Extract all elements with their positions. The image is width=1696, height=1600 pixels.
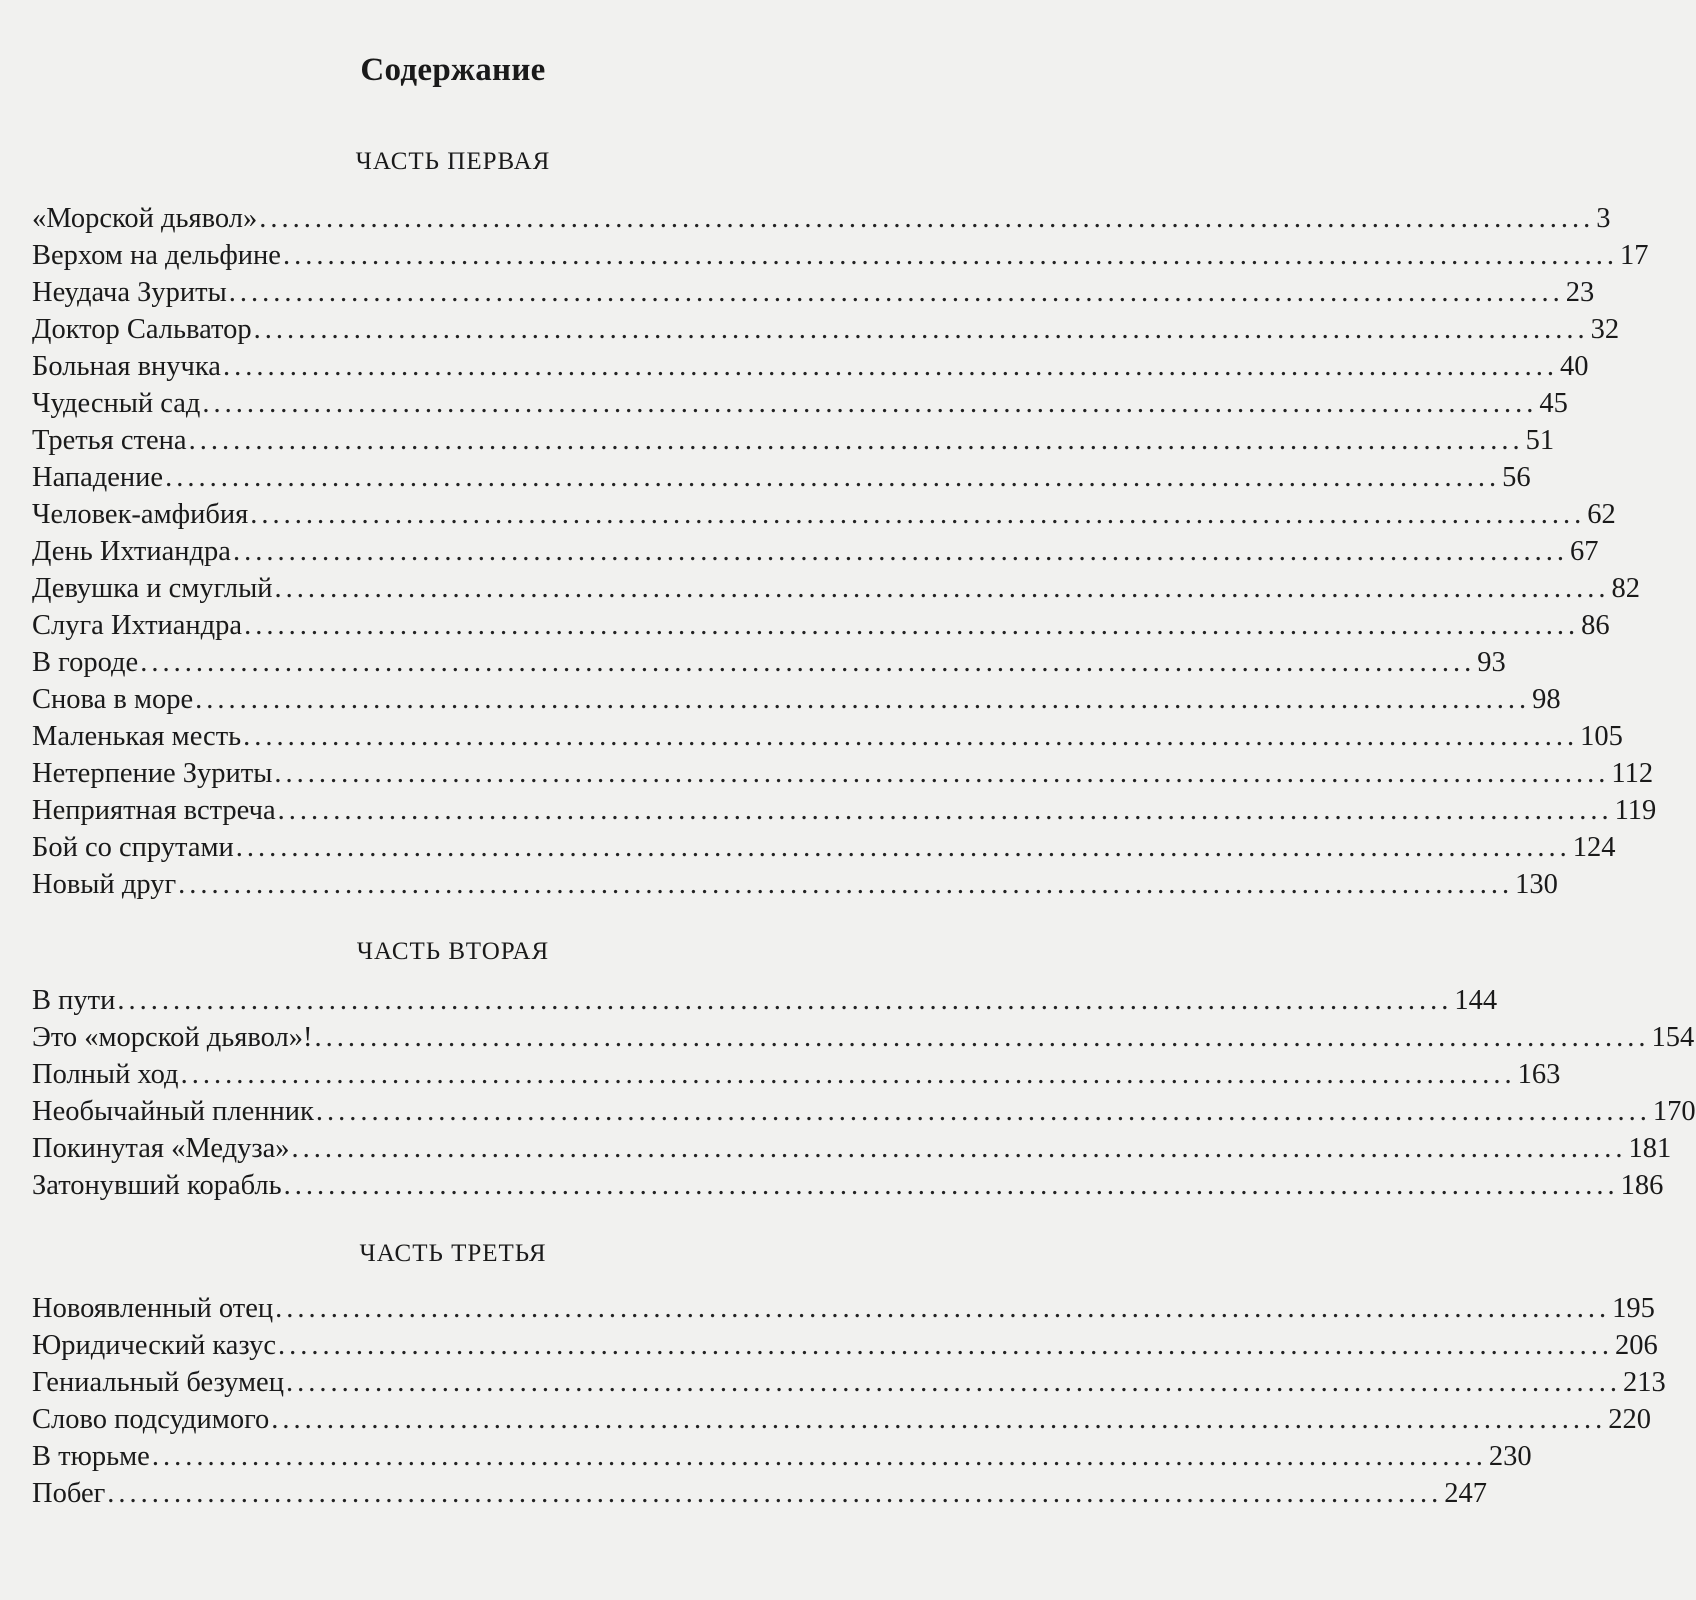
toc-entry [32,348,1589,385]
toc-entry [32,1327,1658,1364]
toc-entry-title: Доктор Сальватор [32,314,252,345]
part-heading-1: ЧАСТЬ ПЕРВАЯ [355,148,551,175]
toc-entry-title: Маленькая месть [32,721,242,752]
toc-entry [32,681,1561,718]
toc-list-part-2 [32,982,1696,1204]
dot-leader: ........................................................................................................................ [232,536,1568,567]
dot-leader: ........................................................................................................................ [243,721,1579,752]
toc-entry-page: 17 [1619,240,1649,271]
toc-entry-title: Снова в море [32,684,194,715]
toc-entry-title: Слуга Ихтиандра [32,610,243,641]
toc-entry-page: 195 [1612,1293,1655,1324]
dot-leader: ........................................................................................................................ [291,1133,1627,1164]
toc-entry-page: 220 [1608,1404,1652,1435]
dot-leader: ........................................................................................................................ [202,388,1538,419]
toc-entry-page: 130 [1515,869,1558,900]
toc-entry-page: 62 [1587,499,1616,530]
toc-entry-page: 154 [1651,1022,1695,1053]
toc-entry-title: Больная внучка [32,351,221,382]
toc-entry-page: 112 [1611,758,1654,789]
toc-entry [32,422,1555,459]
toc-entry-page: 186 [1620,1170,1664,1201]
toc-entry-page: 144 [1454,985,1498,1016]
toc-entry [32,1364,1666,1401]
toc-entry-title: Нетерпение Зуриты [32,758,273,789]
toc-entry-page: 247 [1444,1478,1488,1509]
toc-entry [32,1290,1655,1327]
part-heading-2: ЧАСТЬ ВТОРАЯ [356,938,550,965]
dot-leader: ........................................................................................................................ [314,1022,1650,1053]
toc-entry-page: 51 [1525,425,1555,456]
toc-entry-page: 82 [1611,573,1640,604]
toc-entry-title: Нападение [32,462,164,493]
dot-leader: ........................................................................................................................ [244,610,1580,641]
toc-entry [32,311,1620,348]
part-heading-3: ЧАСТЬ ТРЕТЬЯ [359,1240,547,1267]
toc-entry-page: 56 [1502,462,1531,493]
toc-entry-page: 124 [1572,832,1616,863]
dot-leader: ........................................................................................................................ [151,1441,1487,1472]
toc-entry-title: Покинутая «Медуза» [32,1133,290,1164]
toc-list-part-1 [32,200,1657,903]
toc-entry-title: Необычайный пленник [32,1096,314,1127]
toc-entry-title: Чудесный сад [32,388,201,419]
dot-leader: ........................................................................................................................ [250,499,1586,530]
dot-leader: ........................................................................................................................ [188,425,1524,456]
toc-entry [32,866,1558,903]
dot-leader: ........................................................................................................................ [222,351,1558,382]
dot-leader: ........................................................................................................................ [283,1170,1619,1201]
toc-entry-title: Неприятная встреча [32,795,276,826]
dot-leader: ........................................................................................................................ [235,832,1571,863]
toc-entry-title: Неудача Зуриты [32,277,227,308]
toc-entry-page: 206 [1615,1330,1658,1361]
toc-entry-page: 32 [1590,314,1620,345]
toc-entry-page: 86 [1581,610,1610,641]
dot-leader: ........................................................................................................................ [228,277,1564,308]
toc-entry-title: «Морской дьявол» [32,203,258,234]
toc-entry-title: Побег [32,1478,106,1509]
toc-entry-page: 93 [1477,647,1506,678]
page-title: Содержание [360,52,546,88]
dot-leader: ........................................................................................................................ [107,1478,1443,1509]
toc-list-part-3 [32,1290,1666,1512]
dot-leader: ........................................................................................................................ [180,1059,1516,1090]
toc-entry [32,496,1616,533]
toc-entry [32,1130,1672,1167]
dot-leader: ........................................................................................................................ [178,869,1514,900]
toc-entry-title: В городе [32,647,139,678]
toc-entry-page: 23 [1565,277,1595,308]
toc-entry-page: 230 [1488,1441,1532,1472]
dot-leader: ........................................................................................................................ [274,573,1610,604]
dot-leader: ........................................................................................................................ [282,240,1618,271]
toc-entry-title: Слово подсудимого [32,1404,270,1435]
toc-entry [32,1438,1532,1475]
toc-entry [32,1019,1695,1056]
dot-leader: ........................................................................................................................ [195,684,1531,715]
toc-entry [32,200,1611,237]
toc-entry-title: Новый друг [32,869,177,900]
toc-entry-title: Верхом на дельфине [32,240,281,271]
toc-entry-title: Третья стена [32,425,187,456]
toc-entry-title: Бой со спрутами [32,832,234,863]
dot-leader: ........................................................................................................................ [117,985,1453,1016]
toc-entry [32,237,1649,274]
toc-entry [32,533,1599,570]
toc-entry-page: 67 [1569,536,1599,567]
dot-leader: ........................................................................................................................ [277,795,1613,826]
toc-entry [32,385,1568,422]
toc-entry-page: 3 [1596,203,1611,234]
toc-entry [32,755,1654,792]
dot-leader: ........................................................................................................................ [274,758,1610,789]
toc-entry-title: В пути [32,985,116,1016]
toc-entry-page: 98 [1532,684,1561,715]
toc-entry-page: 163 [1517,1059,1561,1090]
toc-entry-title: Человек-амфибия [32,499,249,530]
toc-entry [32,274,1595,311]
dot-leader: ........................................................................................................................ [140,647,1476,678]
toc-entry-page: 119 [1614,795,1657,826]
toc-entry [32,982,1498,1019]
toc-entry-page: 170 [1652,1096,1696,1127]
toc-entry [32,1056,1561,1093]
toc-entry [32,1475,1488,1512]
toc-entry [32,1167,1664,1204]
toc-entry-page: 181 [1628,1133,1672,1164]
toc-entry [32,607,1610,644]
toc-entry-page: 213 [1622,1367,1666,1398]
dot-leader: ........................................................................................................................ [315,1096,1651,1127]
toc-entry-title: Это «морской дьявол»! [32,1022,313,1053]
toc-entry [32,644,1506,681]
dot-leader: ........................................................................................................................ [278,1330,1613,1361]
dot-leader: ........................................................................................................................ [259,203,1595,234]
toc-entry [32,792,1657,829]
dot-leader: ........................................................................................................................ [271,1404,1607,1435]
toc-entry-title: День Ихтиандра [32,536,231,567]
toc-entry-title: Гениальный безумец [32,1367,284,1398]
toc-entry [32,718,1623,755]
toc-entry [32,570,1640,607]
toc-entry [32,459,1531,496]
toc-entry-page: 45 [1539,388,1568,419]
dot-leader: ........................................................................................................................ [275,1293,1611,1324]
toc-entry-page: 105 [1580,721,1623,752]
toc-entry-title: Девушка и смуглый [32,573,273,604]
toc-entry-title: В тюрьме [32,1441,150,1472]
dot-leader: ........................................................................................................................ [253,314,1589,345]
toc-entry-title: Новоявленный отец [32,1293,274,1324]
toc-entry [32,829,1616,866]
toc-entry-title: Юридический казус [32,1330,276,1361]
dot-leader: ........................................................................................................................ [165,462,1501,493]
toc-entry [32,1401,1652,1438]
toc-entry-page: 40 [1559,351,1589,382]
toc-entry-title: Затонувший корабль [32,1170,282,1201]
dot-leader: ........................................................................................................................ [285,1367,1621,1398]
toc-entry-title: Полный ход [32,1059,179,1090]
toc-entry [32,1093,1696,1130]
